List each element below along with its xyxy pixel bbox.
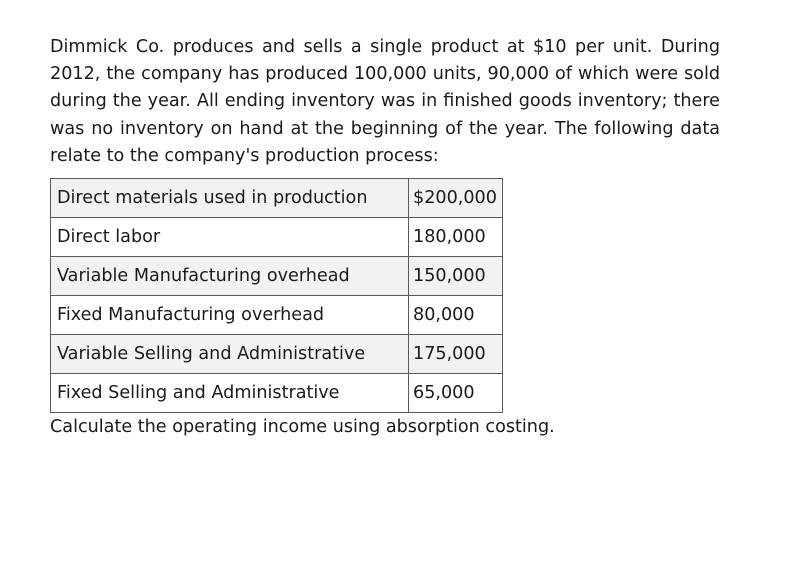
problem-question: Calculate the operating income using absorption costing. xyxy=(50,417,555,438)
table-row xyxy=(51,296,503,335)
cost-amount: 65,000 xyxy=(409,374,503,413)
table-row xyxy=(51,257,503,296)
cost-amount: 80,000 xyxy=(409,296,503,335)
table-row xyxy=(51,335,503,374)
problem-document xyxy=(50,34,720,440)
cost-label: Fixed Selling and Administrative xyxy=(51,374,409,413)
table-row xyxy=(51,374,503,413)
cost-label: Fixed Manufacturing overhead xyxy=(51,296,409,335)
cost-label: Direct labor xyxy=(51,218,409,257)
cost-label: Variable Selling and Administrative xyxy=(51,335,409,374)
cost-amount: 180,000 xyxy=(409,218,503,257)
cost-amount: $200,000 xyxy=(409,179,503,218)
cost-amount: 175,000 xyxy=(409,335,503,374)
table-row xyxy=(51,218,503,257)
cost-label: Variable Manufacturing overhead xyxy=(51,257,409,296)
cost-label: Direct materials used in production xyxy=(51,179,409,218)
cost-data-table xyxy=(50,178,503,413)
cost-amount: 150,000 xyxy=(409,257,503,296)
table-row xyxy=(51,179,503,218)
problem-intro: Dimmick Co. produces and sells a single product at $10 per unit. During 2012, the company has produced 100,000 units, 90,000 of which were sold during the year. All ending inventory was in finished goods inventory; there was no inventory on hand at the beginning of the year. The following data relate to the company's production process: xyxy=(50,37,720,166)
